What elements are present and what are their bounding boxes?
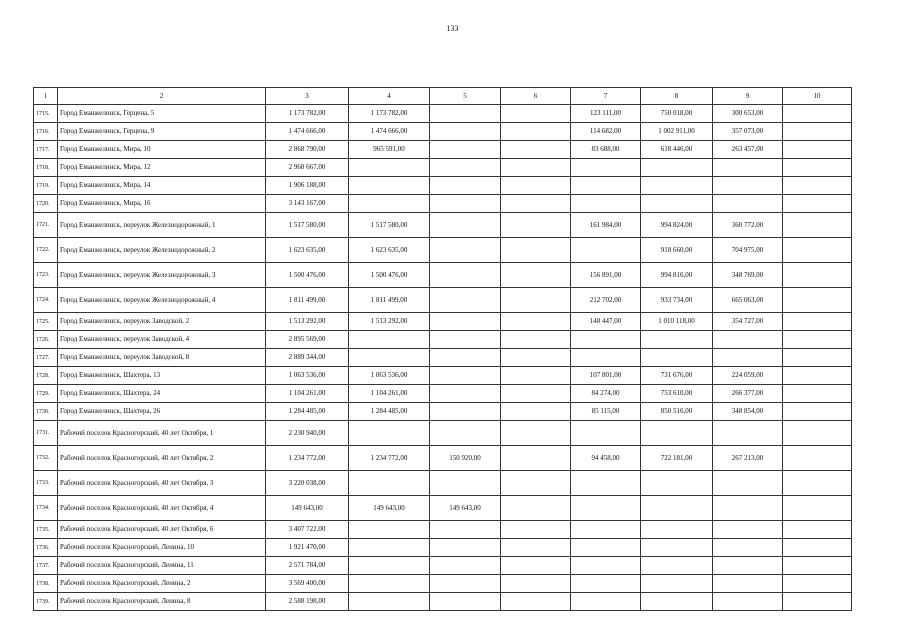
col5-cell: [430, 238, 501, 263]
col7-cell: 123 111,00: [571, 105, 641, 123]
col8-cell: [641, 471, 713, 496]
table-row: [34, 177, 852, 195]
col3-cell: 1 623 635,00: [266, 238, 349, 263]
table-row: [34, 238, 852, 263]
table-row: [34, 446, 852, 471]
col4-cell: 1 234 772,00: [349, 446, 430, 471]
col10-cell: [783, 263, 852, 288]
col4-cell: 1 623 635,00: [349, 238, 430, 263]
row-number: 1732.: [34, 446, 58, 471]
col3-cell: 1 104 261,00: [266, 385, 349, 403]
col7-cell: [571, 539, 641, 557]
col10-cell: [783, 105, 852, 123]
col9-cell: [713, 496, 783, 521]
col10-cell: [783, 385, 852, 403]
col10-cell: [783, 446, 852, 471]
col9-cell: [713, 331, 783, 349]
page-number: 133: [446, 24, 459, 33]
col5-cell: [430, 288, 501, 313]
register-table: [33, 87, 852, 611]
address-cell: Город Еманжелинск, Шахтера, 26: [58, 403, 266, 421]
col7-cell: 114 682,00: [571, 123, 641, 141]
table-row: [34, 593, 852, 611]
address-cell: Рабочий поселок Красногорский, 40 лет Октября, 1: [58, 421, 266, 446]
col9-cell: 300 653,00: [713, 105, 783, 123]
col4-cell: 1 063 536,00: [349, 367, 430, 385]
col5-cell: [430, 141, 501, 159]
col7-cell: 107 801,00: [571, 367, 641, 385]
col8-cell: 933 734,00: [641, 288, 713, 313]
col8-cell: 722 181,00: [641, 446, 713, 471]
col6-cell: [501, 593, 571, 611]
col9-cell: [713, 159, 783, 177]
col6-cell: [501, 539, 571, 557]
col9-cell: [713, 195, 783, 213]
col5-cell: [430, 471, 501, 496]
address-cell: Рабочий поселок Красногорский, Ленина, 8: [58, 593, 266, 611]
col9-cell: 267 213,00: [713, 446, 783, 471]
col7-cell: 156 891,00: [571, 263, 641, 288]
row-number: 1723.: [34, 263, 58, 288]
col3-cell: 2 889 344,00: [266, 349, 349, 367]
col3-cell: 1 921 470,00: [266, 539, 349, 557]
col9-cell: 354 727,00: [713, 313, 783, 331]
address-cell: Город Еманжелинск, Мира, 14: [58, 177, 266, 195]
col6-cell: [501, 421, 571, 446]
table-row: [34, 349, 852, 367]
table-row: [34, 288, 852, 313]
row-number: 1729.: [34, 385, 58, 403]
col7-cell: [571, 238, 641, 263]
col5-cell: [430, 557, 501, 575]
row-number: 1727.: [34, 349, 58, 367]
col6-cell: [501, 195, 571, 213]
col3-cell: 3 569 400,00: [266, 575, 349, 593]
col8-cell: [641, 195, 713, 213]
col8-cell: 618 446,00: [641, 141, 713, 159]
row-number: 1716.: [34, 123, 58, 141]
table-row: [34, 471, 852, 496]
table-row: [34, 141, 852, 159]
col3-cell: 3 407 722,00: [266, 521, 349, 539]
table-row: [34, 313, 852, 331]
col9-cell: 266 377,00: [713, 385, 783, 403]
row-number: 1725.: [34, 313, 58, 331]
col5-cell: [430, 385, 501, 403]
col9-cell: [713, 557, 783, 575]
col5-cell: [430, 159, 501, 177]
col5-cell: [430, 105, 501, 123]
row-number: 1735.: [34, 521, 58, 539]
address-cell: Рабочий поселок Красногорский, 40 лет Октября, 6: [58, 521, 266, 539]
col10-cell: [783, 123, 852, 141]
col4-cell: 1 474 666,00: [349, 123, 430, 141]
row-number: 1717.: [34, 141, 58, 159]
address-cell: Рабочий поселок Красногорский, Ленина, 11: [58, 557, 266, 575]
col6-cell: [501, 367, 571, 385]
address-cell: Город Еманжелинск, переулок Заводской, 8: [58, 349, 266, 367]
col10-cell: [783, 403, 852, 421]
col9-cell: 665 063,00: [713, 288, 783, 313]
row-number: 1724.: [34, 288, 58, 313]
address-cell: Рабочий поселок Красногорский, 40 лет Октября, 4: [58, 496, 266, 521]
col10-cell: [783, 557, 852, 575]
col6-cell: [501, 159, 571, 177]
col8-cell: 850 516,00: [641, 403, 713, 421]
address-cell: Город Еманжелинск, Мира, 10: [58, 141, 266, 159]
col4-cell: [349, 421, 430, 446]
col9-cell: [713, 521, 783, 539]
col5-cell: [430, 593, 501, 611]
col3-cell: 1 063 536,00: [266, 367, 349, 385]
col10-cell: [783, 288, 852, 313]
col8-cell: [641, 159, 713, 177]
col3-cell: 2 571 784,00: [266, 557, 349, 575]
col10-cell: [783, 238, 852, 263]
col4-cell: [349, 349, 430, 367]
table-row: [34, 403, 852, 421]
col4-cell: 1 500 476,00: [349, 263, 430, 288]
col9-cell: 704 975,00: [713, 238, 783, 263]
col3-cell: 1 284 485,00: [266, 403, 349, 421]
col5-cell: [430, 313, 501, 331]
table-row: [34, 539, 852, 557]
col10-cell: [783, 213, 852, 238]
row-number: 1730.: [34, 403, 58, 421]
col7-cell: [571, 159, 641, 177]
col8-cell: 918 660,00: [641, 238, 713, 263]
col3-cell: 2 868 790,00: [266, 141, 349, 159]
col4-cell: 149 643,00: [349, 496, 430, 521]
column-header: 2: [58, 88, 266, 105]
address-cell: Рабочий поселок Красногорский, 40 лет Октября, 2: [58, 446, 266, 471]
col8-cell: [641, 331, 713, 349]
row-number: 1726.: [34, 331, 58, 349]
col4-cell: [349, 539, 430, 557]
col4-cell: 1 173 782,00: [349, 105, 430, 123]
col10-cell: [783, 421, 852, 446]
column-header: 5: [430, 88, 501, 105]
col7-cell: [571, 195, 641, 213]
header-row: [34, 88, 852, 105]
col6-cell: [501, 313, 571, 331]
table-row: [34, 159, 852, 177]
col10-cell: [783, 195, 852, 213]
table-row: [34, 263, 852, 288]
col10-cell: [783, 367, 852, 385]
col10-cell: [783, 313, 852, 331]
col10-cell: [783, 141, 852, 159]
col3-cell: 1 474 666,00: [266, 123, 349, 141]
col7-cell: 84 274,00: [571, 385, 641, 403]
col9-cell: 263 457,00: [713, 141, 783, 159]
col8-cell: [641, 496, 713, 521]
col7-cell: [571, 593, 641, 611]
col8-cell: 731 676,00: [641, 367, 713, 385]
col6-cell: [501, 471, 571, 496]
col6-cell: [501, 238, 571, 263]
table-row: [34, 123, 852, 141]
col7-cell: [571, 575, 641, 593]
col9-cell: [713, 539, 783, 557]
col5-cell: [430, 575, 501, 593]
row-number: 1736.: [34, 539, 58, 557]
column-header: 6: [501, 88, 571, 105]
col10-cell: [783, 521, 852, 539]
col5-cell: [430, 367, 501, 385]
col8-cell: 753 610,00: [641, 385, 713, 403]
address-cell: Город Еманжелинск, переулок Железнодорожный, 1: [58, 213, 266, 238]
address-cell: Город Еманжелинск, Герцена, 5: [58, 105, 266, 123]
col5-cell: [430, 195, 501, 213]
col4-cell: 1 104 261,00: [349, 385, 430, 403]
col6-cell: [501, 403, 571, 421]
col7-cell: [571, 177, 641, 195]
col4-cell: [349, 159, 430, 177]
col5-cell: 149 643,00: [430, 496, 501, 521]
col7-cell: [571, 421, 641, 446]
col4-cell: 1 811 499,00: [349, 288, 430, 313]
table-row: [34, 575, 852, 593]
col7-cell: [571, 557, 641, 575]
col3-cell: 1 234 772,00: [266, 446, 349, 471]
col4-cell: [349, 471, 430, 496]
col9-cell: 224 059,00: [713, 367, 783, 385]
col8-cell: 750 018,00: [641, 105, 713, 123]
col3-cell: 2 588 198,00: [266, 593, 349, 611]
col10-cell: [783, 177, 852, 195]
col3-cell: 3 143 167,00: [266, 195, 349, 213]
col10-cell: [783, 593, 852, 611]
col3-cell: 1 500 476,00: [266, 263, 349, 288]
col8-cell: [641, 539, 713, 557]
col5-cell: [430, 263, 501, 288]
col10-cell: [783, 575, 852, 593]
table-row: [34, 105, 852, 123]
col7-cell: [571, 471, 641, 496]
col9-cell: [713, 177, 783, 195]
col4-cell: 965 591,00: [349, 141, 430, 159]
col3-cell: 2 230 940,00: [266, 421, 349, 446]
address-cell: Город Еманжелинск, Шахтера, 24: [58, 385, 266, 403]
col3-cell: 1 517 580,00: [266, 213, 349, 238]
col6-cell: [501, 521, 571, 539]
col9-cell: 357 073,00: [713, 123, 783, 141]
col8-cell: [641, 575, 713, 593]
column-header: 9: [713, 88, 783, 105]
col4-cell: [349, 521, 430, 539]
address-cell: Город Еманжелинск, переулок Заводской, 2: [58, 313, 266, 331]
col3-cell: 2 895 569,00: [266, 331, 349, 349]
col9-cell: [713, 471, 783, 496]
address-cell: Город Еманжелинск, переулок Железнодорожный, 3: [58, 263, 266, 288]
col7-cell: 148 447,00: [571, 313, 641, 331]
col8-cell: 994 816,00: [641, 263, 713, 288]
col7-cell: [571, 349, 641, 367]
col7-cell: 161 984,00: [571, 213, 641, 238]
col4-cell: [349, 575, 430, 593]
table-row: [34, 367, 852, 385]
col9-cell: 348 854,00: [713, 403, 783, 421]
col6-cell: [501, 177, 571, 195]
table-row: [34, 421, 852, 446]
col8-cell: 994 824,00: [641, 213, 713, 238]
col7-cell: [571, 496, 641, 521]
col10-cell: [783, 159, 852, 177]
row-number: 1715.: [34, 105, 58, 123]
col4-cell: [349, 177, 430, 195]
col3-cell: 2 968 667,00: [266, 159, 349, 177]
column-header: 1: [34, 88, 58, 105]
column-header: 8: [641, 88, 713, 105]
table-row: [34, 496, 852, 521]
col3-cell: 3 220 038,00: [266, 471, 349, 496]
col5-cell: [430, 521, 501, 539]
col9-cell: [713, 421, 783, 446]
row-number: 1737.: [34, 557, 58, 575]
col6-cell: [501, 123, 571, 141]
col8-cell: [641, 177, 713, 195]
col5-cell: [430, 213, 501, 238]
address-cell: Город Еманжелинск, Мира, 16: [58, 195, 266, 213]
column-header: 7: [571, 88, 641, 105]
table-row: [34, 521, 852, 539]
col6-cell: [501, 446, 571, 471]
col9-cell: [713, 575, 783, 593]
table-row: [34, 385, 852, 403]
address-cell: Рабочий поселок Красногорский, 40 лет Октября, 3: [58, 471, 266, 496]
col4-cell: [349, 195, 430, 213]
col7-cell: 83 688,00: [571, 141, 641, 159]
col6-cell: [501, 263, 571, 288]
col9-cell: [713, 349, 783, 367]
row-number: 1719.: [34, 177, 58, 195]
col3-cell: 1 173 782,00: [266, 105, 349, 123]
col3-cell: 1 513 292,00: [266, 313, 349, 331]
col8-cell: 1 002 911,00: [641, 123, 713, 141]
address-cell: Рабочий поселок Красногорский, Ленина, 10: [58, 539, 266, 557]
col8-cell: [641, 593, 713, 611]
col7-cell: 85 115,00: [571, 403, 641, 421]
col5-cell: [430, 421, 501, 446]
col5-cell: 150 920,00: [430, 446, 501, 471]
col6-cell: [501, 557, 571, 575]
col7-cell: 212 702,00: [571, 288, 641, 313]
col10-cell: [783, 539, 852, 557]
col3-cell: 1 906 188,00: [266, 177, 349, 195]
col6-cell: [501, 213, 571, 238]
col7-cell: [571, 331, 641, 349]
col4-cell: 1 284 485,00: [349, 403, 430, 421]
col6-cell: [501, 105, 571, 123]
col8-cell: 1 010 118,00: [641, 313, 713, 331]
column-header: 3: [266, 88, 349, 105]
col9-cell: 360 772,00: [713, 213, 783, 238]
col8-cell: [641, 557, 713, 575]
col9-cell: 348 769,00: [713, 263, 783, 288]
row-number: 1721.: [34, 213, 58, 238]
col8-cell: [641, 421, 713, 446]
col7-cell: [571, 521, 641, 539]
row-number: 1739.: [34, 593, 58, 611]
table-row: [34, 213, 852, 238]
col8-cell: [641, 521, 713, 539]
address-cell: Город Еманжелинск, Герцена, 9: [58, 123, 266, 141]
col5-cell: [430, 123, 501, 141]
col4-cell: 1 517 580,00: [349, 213, 430, 238]
row-number: 1738.: [34, 575, 58, 593]
col4-cell: 1 513 292,00: [349, 313, 430, 331]
col4-cell: [349, 331, 430, 349]
column-header: 10: [783, 88, 852, 105]
address-cell: Город Еманжелинск, Шахтера, 13: [58, 367, 266, 385]
col3-cell: 1 811 499,00: [266, 288, 349, 313]
col10-cell: [783, 471, 852, 496]
row-number: 1718.: [34, 159, 58, 177]
col6-cell: [501, 141, 571, 159]
col5-cell: [430, 349, 501, 367]
row-number: 1734.: [34, 496, 58, 521]
col4-cell: [349, 557, 430, 575]
col10-cell: [783, 331, 852, 349]
col5-cell: [430, 177, 501, 195]
col6-cell: [501, 331, 571, 349]
col4-cell: [349, 593, 430, 611]
col6-cell: [501, 496, 571, 521]
col5-cell: [430, 403, 501, 421]
col7-cell: 94 458,00: [571, 446, 641, 471]
row-number: 1733.: [34, 471, 58, 496]
address-cell: Город Еманжелинск, Мира, 12: [58, 159, 266, 177]
row-number: 1720.: [34, 195, 58, 213]
row-number: 1722.: [34, 238, 58, 263]
table-row: [34, 331, 852, 349]
address-cell: Город Еманжелинск, переулок Железнодорожный, 2: [58, 238, 266, 263]
col9-cell: [713, 593, 783, 611]
address-cell: Город Еманжелинск, переулок Железнодорожный, 4: [58, 288, 266, 313]
col10-cell: [783, 349, 852, 367]
table-row: [34, 195, 852, 213]
col6-cell: [501, 349, 571, 367]
column-header: 4: [349, 88, 430, 105]
col6-cell: [501, 288, 571, 313]
col5-cell: [430, 331, 501, 349]
col5-cell: [430, 539, 501, 557]
address-cell: Город Еманжелинск, переулок Заводской, 4: [58, 331, 266, 349]
address-cell: Рабочий поселок Красногорский, Ленина, 2: [58, 575, 266, 593]
col8-cell: [641, 349, 713, 367]
col3-cell: 149 643,00: [266, 496, 349, 521]
row-number: 1728.: [34, 367, 58, 385]
col10-cell: [783, 496, 852, 521]
col6-cell: [501, 575, 571, 593]
table-row: [34, 557, 852, 575]
col6-cell: [501, 385, 571, 403]
row-number: 1731.: [34, 421, 58, 446]
